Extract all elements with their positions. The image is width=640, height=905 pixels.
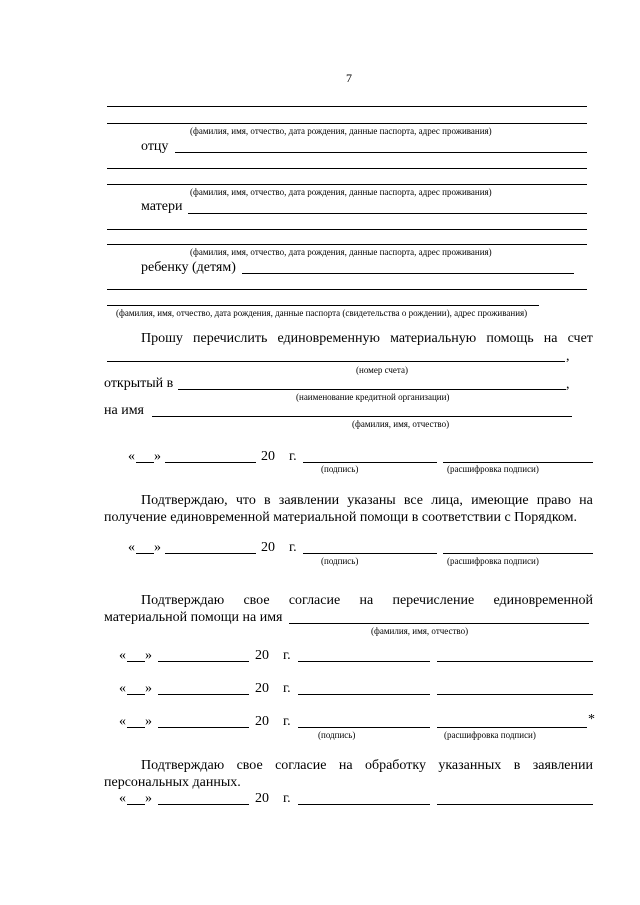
caption-child: (фамилия, имя, отчество, дата рождения, данные паспорта (свидетельства о рождении), адрес проживания) (116, 308, 528, 318)
caption-account-number: (номер счета) (356, 365, 408, 375)
date-close-quote: » (154, 449, 161, 464)
caption-fio: (фамилия, имя, отчество) (371, 626, 469, 636)
comma: , (566, 377, 570, 392)
confirm-persons-line-1: Подтверждаю, что в заявлении указаны все лица, имеющие право на (141, 493, 593, 508)
consent-personal-line-1: Подтверждаю свое согласие на обработку указанных в заявлении (141, 758, 593, 773)
century: 20 (261, 540, 275, 555)
date-open-quote: « (128, 449, 135, 464)
year-abbr: г. (289, 449, 297, 464)
day-field[interactable] (127, 804, 145, 805)
month-field[interactable] (158, 804, 249, 805)
comma: , (566, 349, 570, 364)
caption-person: (фамилия, имя, отчество, дата рождения, данные паспорта, адрес проживания) (190, 247, 492, 257)
date-open-quote: « (119, 714, 126, 729)
date-open-quote: « (119, 648, 126, 663)
asterisk: * (588, 712, 595, 727)
caption-signature-decoding: (расшифровка подписи) (447, 464, 539, 474)
day-field[interactable] (136, 462, 154, 463)
date-open-quote: « (119, 791, 126, 806)
date-close-quote: » (154, 540, 161, 555)
caption-fio: (фамилия, имя, отчество) (352, 419, 450, 429)
year-abbr: г. (289, 540, 297, 555)
request-text: Прошу перечислить единовременную материальную помощь на счет (141, 331, 593, 346)
label-mother: матери (141, 199, 183, 214)
caption-person: (фамилия, имя, отчество, дата рождения, данные паспорта, адрес проживания) (190, 126, 492, 136)
year-abbr: г. (283, 681, 291, 696)
signature-decoding-field[interactable] (443, 553, 593, 554)
caption-signature: (подпись) (321, 556, 359, 566)
century: 20 (255, 714, 269, 729)
field-line (107, 229, 587, 230)
field-line (107, 168, 587, 169)
signature-field[interactable] (303, 462, 437, 463)
caption-person: (фамилия, имя, отчество, дата рождения, данные паспорта, адрес проживания) (190, 187, 492, 197)
date-open-quote: « (128, 540, 135, 555)
caption-signature-decoding: (расшифровка подписи) (447, 556, 539, 566)
consent-transfer-line-2: материальной помощи на имя (104, 610, 283, 625)
signature-decoding-field[interactable] (443, 462, 593, 463)
century: 20 (255, 791, 269, 806)
field-line (107, 244, 587, 245)
signature-field[interactable] (298, 727, 430, 728)
consent-personal-line-2: персональных данных. (104, 775, 241, 790)
month-field[interactable] (165, 462, 256, 463)
label-opened-in: открытый в (104, 376, 174, 391)
date-open-quote: « (119, 681, 126, 696)
caption-bank: (наименование кредитной организации) (296, 392, 450, 402)
day-field[interactable] (136, 553, 154, 554)
year-abbr: г. (283, 791, 291, 806)
signature-field[interactable] (298, 661, 430, 662)
signature-field[interactable] (298, 694, 430, 695)
month-field[interactable] (158, 694, 249, 695)
signature-field[interactable] (298, 804, 430, 805)
century: 20 (255, 648, 269, 663)
field-line (107, 123, 587, 124)
signature-decoding-field[interactable] (437, 694, 593, 695)
day-field[interactable] (127, 727, 145, 728)
signature-field[interactable] (303, 553, 437, 554)
mother-field[interactable] (188, 213, 587, 214)
field-line (107, 184, 587, 185)
signature-decoding-field[interactable] (437, 727, 587, 728)
signature-decoding-field[interactable] (437, 804, 593, 805)
year-abbr: г. (283, 648, 291, 663)
month-field[interactable] (158, 727, 249, 728)
signature-decoding-field[interactable] (437, 661, 593, 662)
caption-signature-decoding: (расшифровка подписи) (444, 730, 536, 740)
label-father: отцу (141, 139, 169, 154)
name-field[interactable] (152, 416, 572, 417)
date-close-quote: » (145, 681, 152, 696)
date-close-quote: » (145, 648, 152, 663)
account-number-field[interactable] (107, 361, 565, 362)
century: 20 (261, 449, 275, 464)
caption-signature: (подпись) (321, 464, 359, 474)
recipient-name-field[interactable] (289, 623, 589, 624)
field-line (107, 289, 587, 290)
label-in-name-of: на имя (104, 403, 144, 418)
day-field[interactable] (127, 694, 145, 695)
date-close-quote: » (145, 791, 152, 806)
day-field[interactable] (127, 661, 145, 662)
caption-signature: (подпись) (318, 730, 356, 740)
confirm-persons-line-2: получение единовременной материальной помощи в соответствии с Порядком. (104, 510, 578, 525)
bank-field[interactable] (178, 389, 566, 390)
consent-transfer-line-1: Подтверждаю свое согласие на перечисление единовременной (141, 593, 593, 608)
year-abbr: г. (283, 714, 291, 729)
father-field[interactable] (175, 152, 587, 153)
century: 20 (255, 681, 269, 696)
field-line (107, 305, 539, 306)
label-child: ребенку (детям) (141, 260, 236, 275)
page-number: 7 (346, 71, 352, 85)
child-field[interactable] (242, 273, 574, 274)
month-field[interactable] (158, 661, 249, 662)
field-line (107, 106, 587, 107)
month-field[interactable] (165, 553, 256, 554)
date-close-quote: » (145, 714, 152, 729)
